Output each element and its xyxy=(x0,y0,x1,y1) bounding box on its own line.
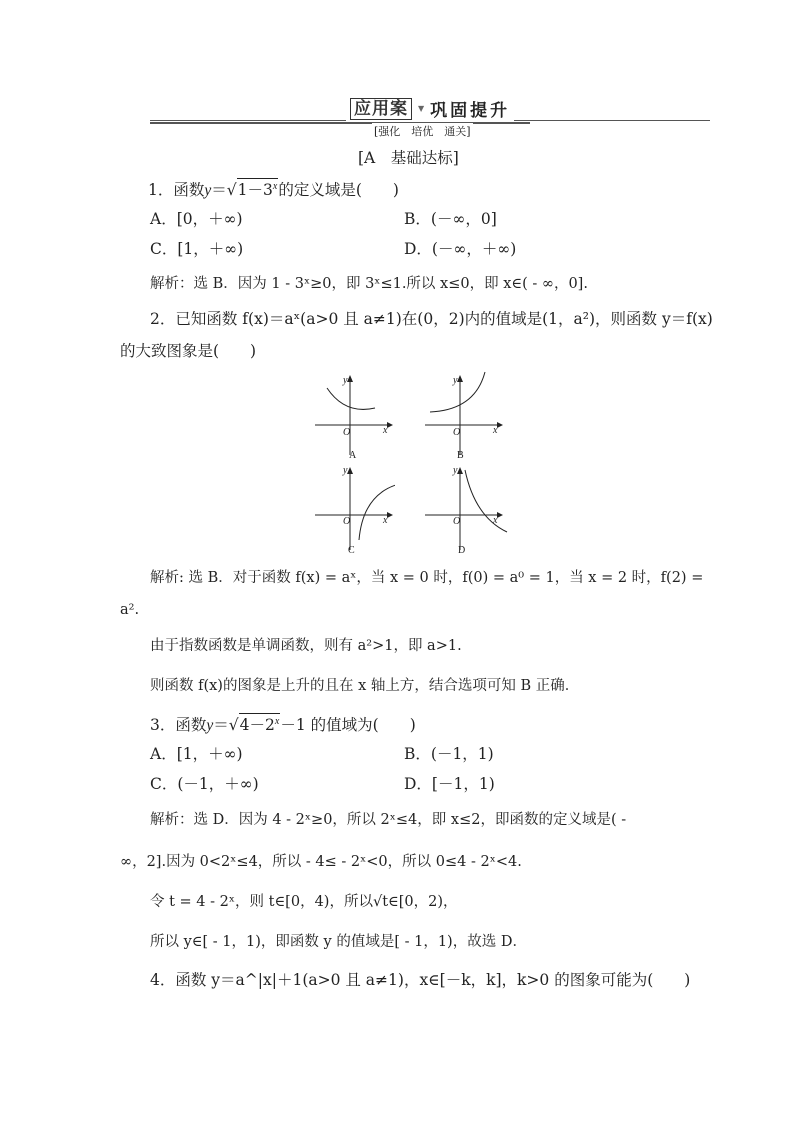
q1-option-b: B．(－∞，0] xyxy=(404,210,497,228)
q1-option-c: C．[1，＋∞) xyxy=(150,240,244,258)
graph-c-y: y xyxy=(343,465,348,476)
q3-solution-4: 所以 y∈[ - 1，1)，即函数 y 的值域是[ - 1，1)，故选 D． xyxy=(150,934,527,950)
graph-b xyxy=(425,370,505,460)
header-badge: 应用案 xyxy=(350,98,412,120)
graph-b-origin: O xyxy=(453,427,461,438)
header-title: 巩固提升 xyxy=(430,101,511,121)
graph-b-y: y xyxy=(453,375,458,386)
q3-option-c: C．(－1，＋∞) xyxy=(150,775,259,793)
graph-d-y: y xyxy=(453,465,458,476)
header-rule-thick xyxy=(150,122,530,124)
graph-a-y: y xyxy=(343,375,348,386)
q3-option-a: A．[1，＋∞) xyxy=(150,745,243,763)
q2-stem-line1: 2．已知函数 f(x)＝aˣ(a>0 且 a≠1)在(0，2)内的值域是(1，a²)，则函数 y＝f(x) xyxy=(150,310,713,328)
graph-c xyxy=(315,462,395,557)
graph-b-label: B xyxy=(457,450,464,461)
header-subtitle: [强化 培优 通关] xyxy=(374,125,471,138)
graph-a xyxy=(315,370,395,460)
graph-c-origin: O xyxy=(343,516,351,527)
sqrt-icon: √ xyxy=(228,716,239,734)
header-separator-icon: ▼ xyxy=(418,104,425,113)
q2-solution-2: a². xyxy=(120,602,140,618)
q3-option-d: D．[－1，1) xyxy=(404,775,495,793)
q1-stem: 1．函数$y=√1-3^x$的定义域是( ) xyxy=(148,178,399,201)
graph-d-x: x xyxy=(493,515,498,526)
q2-solution-3: 由于指数函数是单调函数，则有 a²>1，即 a>1. xyxy=(150,638,462,654)
graph-a-x: x xyxy=(383,425,388,436)
q3-solution-1: 解析：选 D．因为 4 - 2ˣ≥0，所以 2ˣ≤4，即 x≤2，即函数的定义域是( - xyxy=(150,812,627,828)
q1-option-d: D．(－∞，＋∞) xyxy=(404,240,517,258)
q2-stem-line2: 的大致图象是( ) xyxy=(120,342,257,360)
q1-solution: 解析：选 B．因为 1 - 3ˣ≥0，即 3ˣ≤1.所以 x≤0，即 x∈( - ∞，0]. xyxy=(150,276,588,292)
q2-solution-4: 则函数 f(x)的图象是上升的且在 x 轴上方，结合选项可知 B 正确． xyxy=(150,678,580,694)
q3-option-b: B．(－1，1) xyxy=(404,745,494,763)
header xyxy=(150,95,710,138)
sqrt-icon: √ xyxy=(226,181,237,199)
q1-option-a: A．[0，＋∞) xyxy=(150,210,243,228)
q4-stem: 4．函数 y＝a^|x|＋1(a>0 且 a≠1)，x∈[－k，k]，k>0 的图象可能为( ) xyxy=(150,971,691,989)
graph-c-x: x xyxy=(383,515,388,526)
graph-d xyxy=(425,462,510,557)
graph-a-label: A xyxy=(349,450,357,461)
graph-d-origin: O xyxy=(453,516,461,527)
q2-solution-1: 解析: 选 B．对于函数 f(x) = aˣ，当 x = 0 时，f(0) = a⁰ = 1，当 x = 2 时，f(2) = xyxy=(150,570,704,586)
graph-a-origin: O xyxy=(343,427,351,438)
q3-stem: 3．函数$y=√4-2^x-1$ 的值域为( ) xyxy=(150,713,416,736)
q3-solution-2: ∞，2].因为 0<2ˣ≤4，所以 - 4≤ - 2ˣ<0，所以 0≤4 - 2ˣ<4. xyxy=(120,854,522,870)
graph-c-label: C xyxy=(348,545,355,556)
graph-d-label: D xyxy=(458,545,466,556)
graph-b-x: x xyxy=(493,425,498,436)
section-title: [A 基础达标] xyxy=(358,149,459,167)
q3-solution-3: 令 t = 4 - 2ˣ，则 t∈[0，4)，所以√t∈[0，2)， xyxy=(150,894,458,910)
